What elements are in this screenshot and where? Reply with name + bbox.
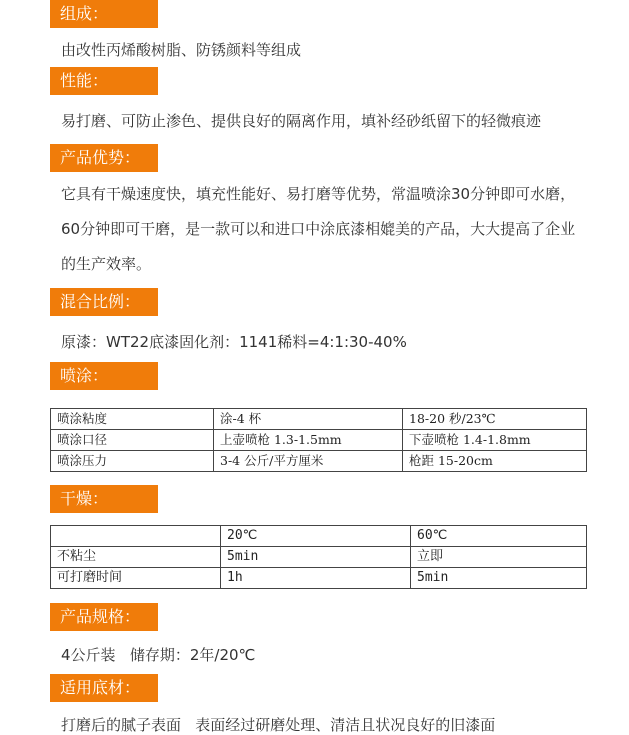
drying-header-cell <box>51 526 221 547</box>
spray-heading: 喷涂： <box>50 362 158 390</box>
drying-cell: 立即 <box>411 547 587 568</box>
spray-cell: 喷涂粘度 <box>51 409 214 430</box>
table-row <box>51 547 587 568</box>
drying-header-cell: 60℃ <box>411 526 587 547</box>
substrate-heading: 适用底材： <box>50 674 158 702</box>
table-row <box>51 409 587 430</box>
drying-cell: 可打磨时间 <box>51 568 221 589</box>
spray-cell: 上壶喷枪 1.3-1.5mm <box>214 430 403 451</box>
composition-heading: 组成： <box>50 0 158 28</box>
advantages-text: 它具有干燥速度快，填充性能好、易打磨等优势，常温喷涂30分钟即可水磨，60分钟即可干磨，是一款可以和进口中涂底漆相媲美的产品，大大提高了企业的生产效率。 <box>61 185 576 273</box>
drying-cell: 5min <box>411 568 587 589</box>
spray-cell: 喷涂口径 <box>51 430 214 451</box>
spray-cell: 下壶喷枪 1.4-1.8mm <box>403 430 587 451</box>
spec-heading: 产品规格： <box>50 603 158 631</box>
spray-cell: 涂-4 杯 <box>214 409 403 430</box>
mix-ratio-heading: 混合比例： <box>50 288 158 316</box>
drying-cell: 不粘尘 <box>51 547 221 568</box>
spray-table <box>50 408 587 472</box>
table-row <box>51 451 587 472</box>
drying-heading: 干燥： <box>50 485 158 513</box>
mix-ratio-text: 原漆：WT22底漆固化剂：1141稀料=4:1:30-40% <box>61 333 407 351</box>
spray-cell: 3-4 公斤/平方厘米 <box>214 451 403 472</box>
spray-cell: 喷涂压力 <box>51 451 214 472</box>
performance-text: 易打磨、可防止渗色、提供良好的隔离作用，填补经砂纸留下的轻微痕迹 <box>61 112 542 130</box>
advantages-heading: 产品优势： <box>50 144 158 172</box>
drying-header-cell: 20℃ <box>221 526 411 547</box>
drying-table <box>50 525 587 589</box>
table-row <box>51 568 587 589</box>
substrate-text: 打磨后的腻子表面 表面经过研磨处理、清洁且状况良好的旧漆面 <box>61 716 496 734</box>
drying-cell: 5min <box>221 547 411 568</box>
spec-text: 4公斤装 储存期：2年/20℃ <box>61 646 256 664</box>
composition-text: 由改性丙烯酸树脂、防锈颜料等组成 <box>61 41 302 59</box>
table-row <box>51 430 587 451</box>
spray-cell: 枪距 15-20cm <box>403 451 587 472</box>
table-header-row <box>51 526 587 547</box>
spray-cell: 18-20 秒/23℃ <box>403 409 587 430</box>
performance-heading: 性能： <box>50 67 158 95</box>
drying-cell: 1h <box>221 568 411 589</box>
